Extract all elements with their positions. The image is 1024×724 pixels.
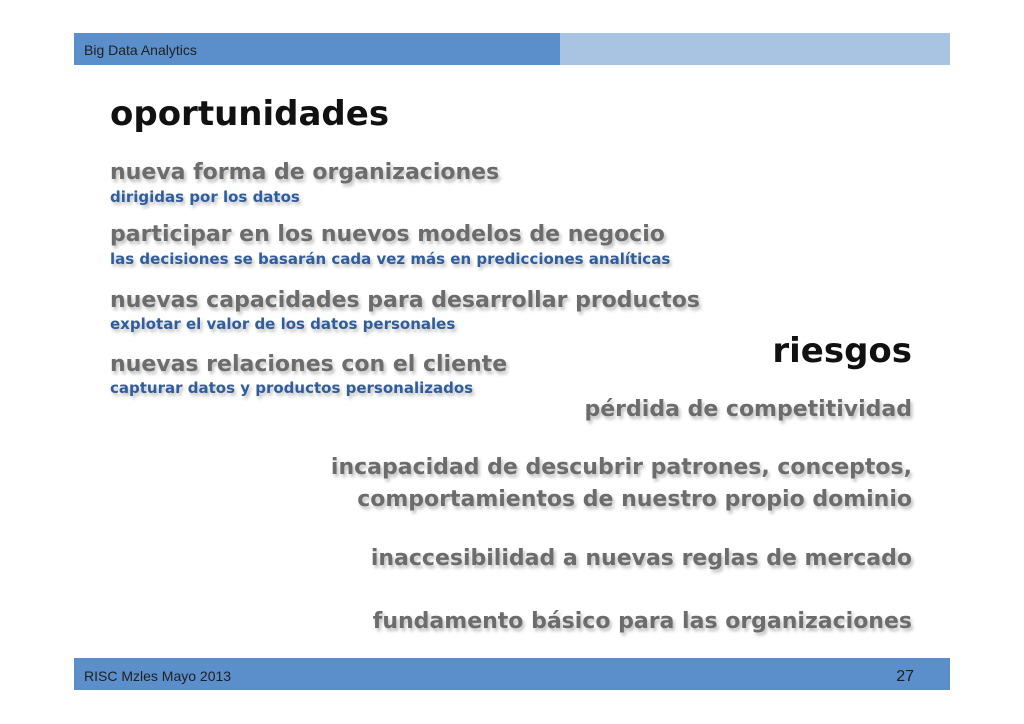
oportunidad-4-main: nuevas relaciones con el cliente: [110, 352, 508, 377]
oportunidad-3-main: nuevas capacidades para desarrollar productos: [110, 288, 700, 313]
oportunidades-title: oportunidades: [110, 94, 390, 134]
page-number: 27: [896, 668, 914, 685]
oportunidad-2-sub: las decisiones se basarán cada vez más en predicciones analíticas: [110, 250, 671, 268]
header-bar: [74, 33, 950, 65]
oportunidad-1-sub: dirigidas por los datos: [110, 188, 300, 206]
riesgo-3: inaccesibilidad a nuevas reglas de mercado: [370, 546, 912, 571]
header-title: Big Data Analytics: [84, 42, 197, 58]
riesgo-1: pérdida de competitividad: [584, 397, 912, 422]
riesgo-2-line-2: comportamientos de nuestro propio dominio: [357, 487, 912, 512]
footer-bar: [74, 658, 950, 690]
oportunidad-2-main: participar en los nuevos modelos de negocio: [110, 222, 665, 247]
header-bar-right: [560, 33, 950, 65]
riesgos-title: riesgos: [772, 331, 912, 371]
header-bar-left: [74, 33, 560, 65]
oportunidad-1-main: nueva forma de organizaciones: [110, 160, 500, 185]
footer-text: RISC Mzles Mayo 2013: [84, 668, 232, 684]
oportunidad-3-sub: explotar el valor de los datos personales: [110, 315, 456, 333]
riesgo-4: fundamento básico para las organizaciones: [372, 609, 912, 634]
riesgo-2-line-1: incapacidad de descubrir patrones, conceptos,: [330, 455, 912, 480]
oportunidad-4-sub: capturar datos y productos personalizados: [110, 379, 474, 397]
